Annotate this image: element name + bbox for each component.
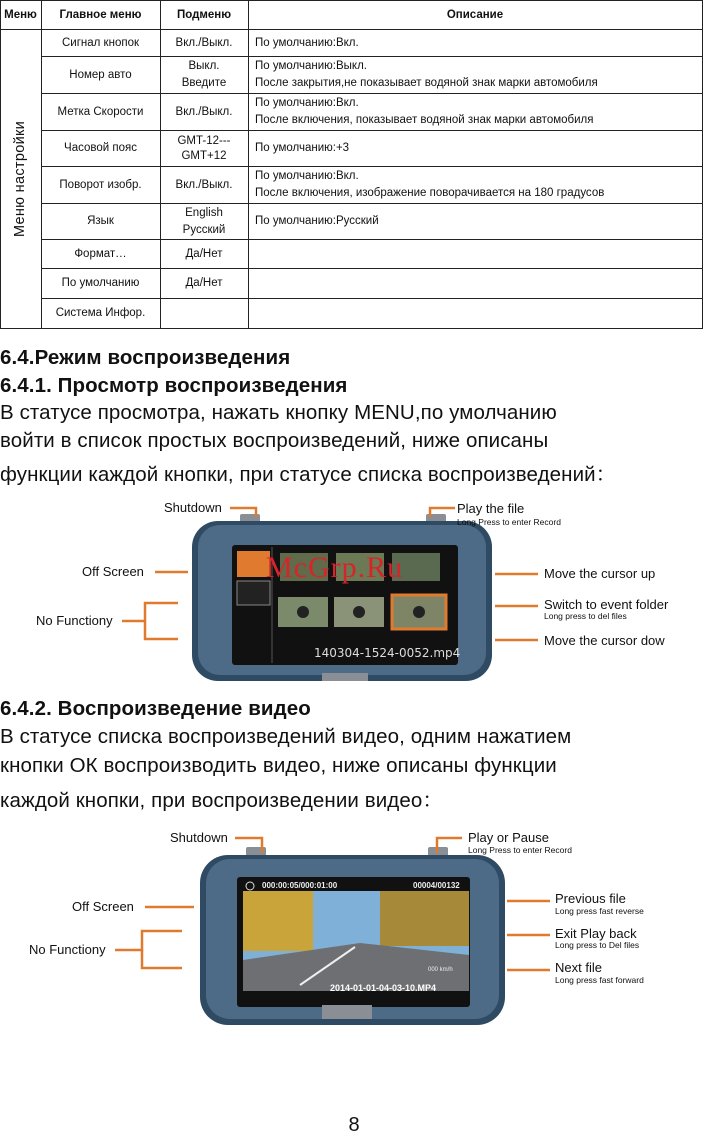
section-heading: 6.4.Режим воспроизведения bbox=[0, 346, 291, 369]
label-switch-folder-sub: Long press to del files bbox=[544, 611, 627, 621]
figure-playback-list bbox=[0, 495, 708, 695]
table-row-main: Номер авто bbox=[69, 68, 132, 81]
label-previous-file: Previous file bbox=[555, 891, 626, 906]
table-row-sub: GMT-12--- GMT+12 bbox=[177, 134, 231, 162]
figure-video-playback bbox=[0, 825, 708, 1025]
header-submenu: Подменю bbox=[176, 8, 232, 21]
label-play-pause: Play or Pause bbox=[468, 830, 549, 845]
device-illustration bbox=[0, 495, 708, 695]
table-row-main: Поворот изобр. bbox=[59, 178, 142, 191]
table-row-sub: Вкл./Выкл. bbox=[175, 105, 233, 118]
table-row-sub: Вкл./Выкл. bbox=[175, 178, 233, 191]
table-row-desc: По умолчанию:Вкл. После включения, изображение поворачивается на 180 градусов bbox=[255, 170, 605, 199]
device-foot bbox=[322, 1005, 372, 1019]
settings-menu-label: Меню настройки bbox=[12, 120, 29, 238]
table-row-desc: По умолчанию:+3 bbox=[255, 142, 350, 154]
play-icon bbox=[413, 606, 425, 618]
label-shutdown: Shutdown bbox=[170, 830, 228, 845]
table-border bbox=[702, 0, 703, 329]
screen-speed: 000 km/h bbox=[428, 967, 453, 973]
table-row-desc: По умолчанию:Вкл. После включения, показывает водяной знак марки автомобиля bbox=[255, 97, 594, 126]
screen-time: 000:00:05/000:01:00 bbox=[262, 881, 338, 890]
label-exit-playback: Exit Play back bbox=[555, 926, 637, 941]
table-row-main: Часовой пояс bbox=[64, 142, 137, 154]
table-row-main: Метка Скорости bbox=[57, 105, 144, 118]
header-main-menu: Главное меню bbox=[59, 8, 142, 21]
table-row-sub: Да/Нет bbox=[185, 247, 223, 260]
page-number: 8 bbox=[348, 1114, 360, 1136]
table-row-main: Язык bbox=[87, 215, 114, 227]
section-heading: 6.4.1. Просмотр воспроизведения bbox=[0, 374, 348, 397]
section-heading: 6.4.2. Воспроизведение видео bbox=[0, 697, 311, 720]
label-play-file-sub: Long Press to enter Record bbox=[457, 517, 561, 527]
header-description: Описание bbox=[446, 8, 504, 21]
label-next-file-sub: Long press fast forward bbox=[555, 975, 644, 985]
video-trees bbox=[243, 891, 313, 951]
table-row-sub: Выкл. Введите bbox=[181, 60, 227, 89]
table-row-desc: По умолчанию:Вкл. bbox=[255, 36, 359, 49]
label-no-function: No Functiony bbox=[29, 942, 106, 957]
label-next-file: Next file bbox=[555, 960, 602, 975]
paragraph-line: войти в список простых воспроизведений, ниже описаны bbox=[0, 429, 549, 452]
label-previous-file-sub: Long press fast reverse bbox=[555, 906, 644, 916]
paragraph-line: кнопки ОК воспроизводить видео, ниже описаны функции bbox=[0, 754, 557, 777]
label-exit-playback-sub: Long press to Del files bbox=[555, 940, 640, 950]
table-row-main: По умолчанию bbox=[61, 277, 140, 289]
label-cursor-up: Move the cursor up bbox=[544, 566, 656, 581]
table-row-sub: English Русский bbox=[182, 206, 226, 236]
label-no-function: No Functiony bbox=[36, 613, 113, 628]
label-cursor-down: Move the cursor dow bbox=[544, 633, 665, 648]
table-row-desc: По умолчанию:Русский bbox=[255, 215, 379, 227]
table-row-sub: Вкл./Выкл. bbox=[175, 36, 233, 49]
video-trees bbox=[380, 891, 469, 946]
table-row-main: Формат… bbox=[74, 247, 127, 260]
label-shutdown: Shutdown bbox=[164, 500, 222, 515]
table-row-main: Система Инфор. bbox=[55, 307, 146, 319]
header-menu: Меню bbox=[4, 8, 37, 21]
table-row-main: Сигнал кнопок bbox=[61, 36, 139, 49]
settings-table bbox=[0, 0, 703, 330]
screen-counter: 00004/00132 bbox=[413, 881, 460, 890]
table-row-sub: Да/Нет bbox=[185, 277, 223, 289]
label-play-file: Play the file bbox=[457, 501, 525, 516]
label-play-pause-sub: Long Press to enter Record bbox=[468, 845, 572, 855]
screen-filename: 140304-1524-0052.mp4 bbox=[314, 646, 461, 660]
paragraph-line: В статусе списка воспроизведений видео, одним нажатием bbox=[0, 725, 572, 748]
watermark: McGrp.Ru bbox=[266, 551, 404, 584]
paragraph-line: функции каждой кнопки, при статусе списка воспроизведений： bbox=[0, 463, 617, 486]
table-border bbox=[0, 328, 703, 329]
table-row-desc: По умолчанию:Выкл. После закрытия,не показывает водяной знак марки автомобиля bbox=[255, 60, 598, 89]
label-switch-folder: Switch to event folder bbox=[544, 597, 669, 612]
paragraph-line: каждой кнопки, при воспроизведении видео： bbox=[0, 789, 443, 812]
play-icon bbox=[297, 606, 309, 618]
device-foot bbox=[322, 673, 368, 681]
paragraph-line: В статусе просмотра, нажать кнопку MENU,по умолчанию bbox=[0, 401, 557, 424]
screen-filename: 2014-01-01-04-03-10.MP4 bbox=[330, 983, 437, 993]
play-icon bbox=[353, 606, 365, 618]
label-off-screen: Off Screen bbox=[82, 564, 144, 579]
label-off-screen: Off Screen bbox=[72, 899, 134, 914]
device-illustration bbox=[0, 825, 708, 1025]
